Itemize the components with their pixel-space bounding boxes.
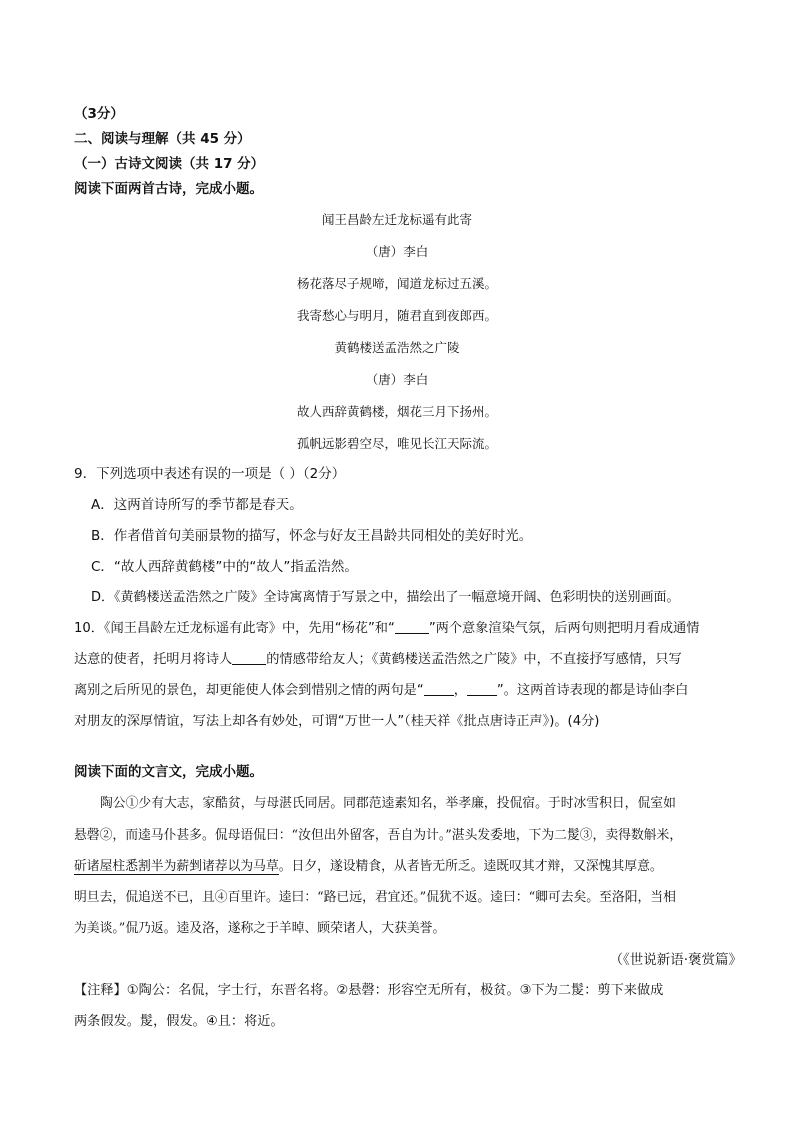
- answer-blank: [467, 683, 497, 696]
- poem1-title: 闻王昌龄左迁龙标遥有此寄: [321, 212, 472, 227]
- answer-blank: [395, 621, 429, 634]
- notes-line2: 两条假发。髲，假发。④且：将近。: [74, 1014, 284, 1029]
- classical-line3: [74, 855, 663, 874]
- classical-line1: 陶公①少有大志，家酷贫，与母湛氏同居。同郡范逵素知名，举孝廉，投侃宿。于时冰雪积日，侃室如: [100, 796, 676, 811]
- classical-line2: 悬磬②，而逵马仆甚多。侃母语侃曰：“汝但出外留客，吾自为计。”湛头发委地，下为二髲③，卖得数斛米，: [74, 828, 683, 843]
- q9-option-b: B．作者借首句美丽景物的描写，怀念与好友王昌龄共同相处的美好时光。: [91, 528, 533, 544]
- poem1-line1: 杨花落尽子规啼，闻道龙标过五溪。: [296, 276, 497, 291]
- q10-line3-a: 离别之后所见的景色，却更能使人体会到惜别之情的两句是“: [74, 683, 424, 698]
- q9-option-c: C．“故人西辞黄鹤楼”中的“故人”指孟浩然。: [91, 559, 358, 575]
- classical-line3-rest: 。日夕，遂设精食，从者皆无所乏。逵既叹其才辩，又深愧其厚意。: [278, 859, 663, 874]
- classical-line4: 明旦去，侃追送不已，且④百里许。逵曰：“路已远，君宜还。”侃犹不返。逵曰：“卿可去矣。至洛阳，当相: [74, 890, 676, 905]
- q9-option-d: D．《黄鹤楼送孟浩然之广陵》全诗寓离情于写景之中，描绘出了一幅意境开阔、色彩明快的送别画面。: [91, 590, 680, 605]
- q10-line4: 对朋友的深厚情谊，写法上却各有妙处，可谓“万世一人”（桂天祥《批点唐诗正声》)。(4分): [74, 714, 600, 729]
- score-note: （3分）: [74, 106, 124, 122]
- underlined-sentence: 斫诸屋柱悉割半为薪剉诸荐以为马草: [74, 859, 279, 874]
- classical-source: （《世说新语·褒赏篇》: [609, 952, 742, 968]
- q10-line1: [74, 617, 699, 636]
- section-title: 二、阅读与理解（共 45 分）: [74, 131, 251, 147]
- poem1-line2: 我寄愁心与明月，随君直到夜郎西。: [296, 308, 497, 323]
- poem2-line1: 故人西辞黄鹤楼，烟花三月下扬州。: [296, 404, 497, 419]
- classical-line5: 为美谈。”侃乃返。逵及洛，遂称之于羊晫、顾荣诸人，大获美誉。: [74, 921, 446, 936]
- poem2-title: 黄鹤楼送孟浩然之广陵: [334, 340, 460, 355]
- q10-line3-b: ，: [453, 683, 467, 698]
- answer-blank: [424, 683, 454, 696]
- poem2-line2: 孤帆远影碧空尽，唯见长江天际流。: [296, 436, 497, 451]
- q9-stem: 9．下列选项中表述有误的一项是（ ）（2分）: [74, 466, 346, 482]
- q10-line3-c: ”。这两首诗表现的都是诗仙李白: [496, 683, 689, 698]
- classical-instruction: 阅读下面的文言文，完成小题。: [74, 764, 263, 780]
- q10-line2-a: 达意的使者，托明月将诗人: [74, 652, 233, 667]
- notes-line1: 【注释】①陶公：名侃，字士行，东晋名将。②悬磬：形容空无所有，极贫。③下为二髲：剪下来做成: [74, 983, 664, 998]
- q10-line2: [74, 648, 682, 667]
- poem2-author: （唐）李白: [365, 372, 429, 387]
- answer-blank: [232, 652, 266, 665]
- q10-line3: [74, 679, 688, 698]
- poem-instruction: 阅读下面两首古诗，完成小题。: [74, 181, 263, 197]
- q10-line1-a: 10．《闻王昌龄左迁龙标遥有此寄》中，先用“杨花”和“: [74, 621, 395, 636]
- q10-line2-b: 的情感带给友人；《黄鹤楼送孟浩然之广陵》中，不直接抒写感情，只写: [266, 652, 682, 667]
- poem1-author: （唐）李白: [365, 244, 429, 259]
- q9-option-a: A．这两首诗所写的季节都是春天。: [91, 497, 303, 513]
- sub-title: （一）古诗文阅读（共 17 分）: [74, 156, 265, 172]
- q10-line1-b: ”两个意象渲染气氛，后两句则把明月看成通情: [428, 621, 700, 636]
